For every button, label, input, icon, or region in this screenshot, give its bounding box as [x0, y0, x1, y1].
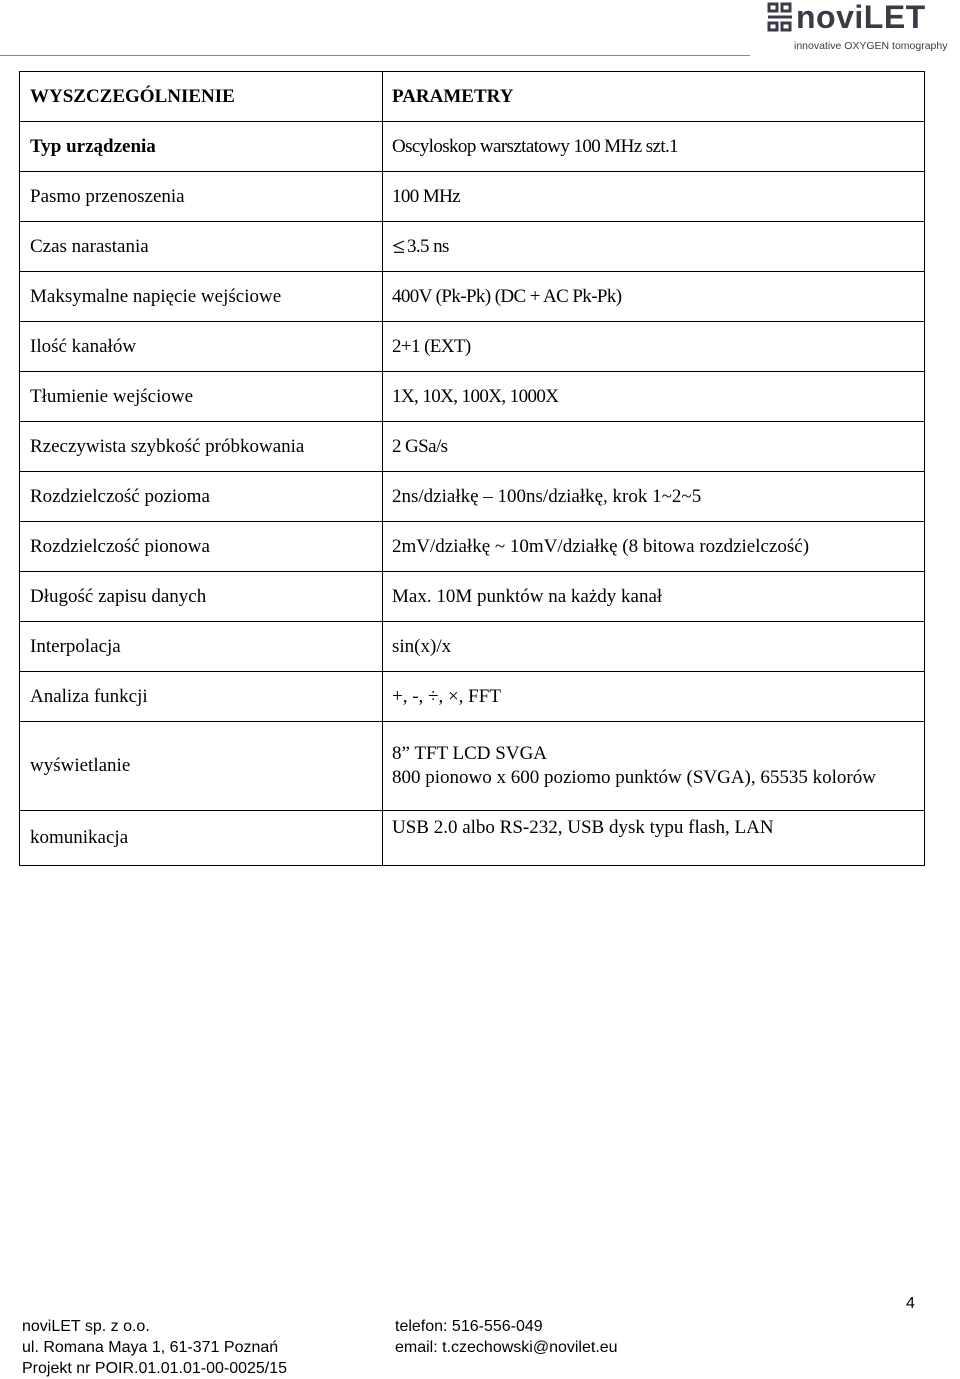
table-row — [20, 472, 925, 522]
row-label: komunikacja — [20, 811, 383, 866]
row-label: Rozdzielczość pionowa — [20, 522, 383, 572]
table-row — [20, 572, 925, 622]
row-label: Interpolacja — [20, 622, 383, 672]
footer-email: email: t.czechowski@novilet.eu — [395, 1339, 618, 1356]
footer-contact-block — [395, 1316, 795, 1358]
row-value: Oscyloskop warsztatowy 100 MHz szt.1 — [383, 122, 925, 172]
row-label: Długość zapisu danych — [20, 572, 383, 622]
footer-project: Projekt nr POIR.01.01.01-00-0025/15 — [22, 1360, 288, 1377]
footer-address: ul. Romana Maya 1, 61-371 Poznań — [22, 1339, 279, 1356]
logo-mark-icon — [766, 2, 794, 36]
table-row — [20, 222, 925, 272]
table-row — [20, 722, 925, 811]
row-label: Pasmo przenoszenia — [20, 172, 383, 222]
table-row — [20, 811, 925, 866]
specification-table — [19, 71, 925, 866]
row-value: 1X, 10X, 100X, 1000X — [383, 372, 925, 422]
row-label: Rzeczywista szybkość próbkowania — [20, 422, 383, 472]
table-row — [20, 272, 925, 322]
row-value: 2+1 (EXT) — [383, 322, 925, 372]
table-row — [20, 622, 925, 672]
table-row — [20, 422, 925, 472]
row-value: 2 GSa/s — [383, 422, 925, 472]
table-row — [20, 322, 925, 372]
row-label: wyświetlanie — [20, 722, 383, 811]
row-value-line: 8” TFT LCD SVGA — [392, 743, 548, 765]
row-label: Czas narastania — [20, 222, 383, 272]
logo-tagline: innovative OXYGEN tomography — [794, 40, 948, 52]
row-value: sin(x)/x — [383, 622, 925, 672]
row-value: 3.5 ns — [407, 235, 449, 257]
row-value: +, -, ÷, ×, FFT — [383, 672, 925, 722]
footer-company: noviLET sp. z o.o. — [22, 1318, 150, 1335]
row-value: 2mV/działkę ~ 10mV/działkę (8 bitowa rozdzielczość) — [383, 522, 925, 572]
row-value: 2ns/działkę – 100ns/działkę, krok 1~2~5 — [383, 472, 925, 522]
table-row — [20, 172, 925, 222]
footer-company-block — [22, 1316, 382, 1379]
header-specification: WYSZCZEGÓLNIENIE — [20, 72, 383, 122]
company-logo — [766, 2, 956, 54]
row-label: Typ urządzenia — [20, 122, 383, 172]
row-value: 100 MHz — [383, 172, 925, 222]
header-parameters: PARAMETRY — [383, 72, 925, 122]
footer-phone: telefon: 516-556-049 — [395, 1318, 543, 1335]
row-value-cell — [383, 722, 925, 811]
table-header-row — [20, 72, 925, 122]
row-label: Maksymalne napięcie wejściowe — [20, 272, 383, 322]
row-value-cell — [383, 222, 925, 272]
table-row — [20, 122, 925, 172]
row-label: Ilość kanałów — [20, 322, 383, 372]
row-value: Max. 10M punktów na każdy kanał — [383, 572, 925, 622]
header-rule — [0, 55, 750, 56]
table-row — [20, 672, 925, 722]
row-value-line: 800 pionowo x 600 poziomo punktów (SVGA), 65535 kolorów — [392, 767, 876, 788]
row-label: Rozdzielczość pozioma — [20, 472, 383, 522]
less-or-equal-icon — [392, 239, 406, 253]
row-value: 400V (Pk-Pk) (DC + AC Pk-Pk) — [383, 272, 925, 322]
row-label: Analiza funkcji — [20, 672, 383, 722]
logo-wordmark: noviLET — [796, 0, 926, 35]
row-value: USB 2.0 albo RS-232, USB dysk typu flash, LAN — [383, 811, 925, 866]
row-label: Tłumienie wejściowe — [20, 372, 383, 422]
table-row — [20, 522, 925, 572]
page-number: 4 — [906, 1295, 915, 1312]
table-row — [20, 372, 925, 422]
